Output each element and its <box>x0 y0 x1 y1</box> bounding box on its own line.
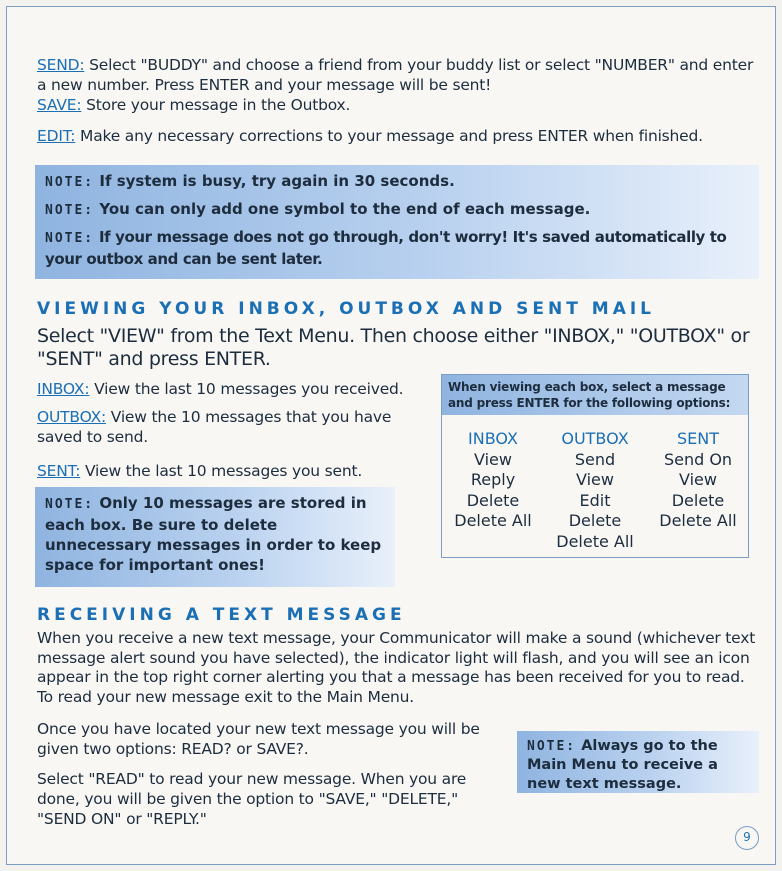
sent-description <box>37 461 437 481</box>
option-item: Delete <box>671 490 725 510</box>
receiving-para: When you receive a new text message, your Communicator will make a sound (whichever text message alert sound you have selected), the indicator light will flash, and you will see an icon appear in the top right corner alerting you that a message has been received for you to read. To read your new message exit to the Main Menu. <box>37 629 756 706</box>
inbox-text: View the last 10 messages you received. <box>89 380 404 398</box>
notes-box-top <box>35 165 759 279</box>
inbox-description <box>37 379 437 399</box>
inbox-label: INBOX: <box>37 380 90 398</box>
column-title: OUTBOX <box>561 429 629 448</box>
option-item: View <box>679 470 717 489</box>
notes-box-storage <box>35 487 395 587</box>
receiving-read-para: Select "READ" to read your new message. When you are done, you will be given the option to "SAVE," "DELETE," "SEND ON" or "REPLY." <box>37 770 467 828</box>
note-symbol <box>45 199 749 221</box>
note-text: You can only add one symbol to the end of each message. <box>94 200 591 218</box>
outbox-label: OUTBOX: <box>37 408 107 426</box>
sent-column <box>650 429 746 532</box>
option-item: View <box>576 470 614 489</box>
column-title: SENT <box>676 429 719 448</box>
receiving-options-para: Once you have located your new text message you will be given two options: READ? or SAVE?. <box>37 720 480 758</box>
options-header: When viewing each box, select a message and press ENTER for the following options: <box>442 375 748 415</box>
compose-options <box>37 55 757 146</box>
notes-box-main-menu <box>517 731 759 793</box>
save-label: SAVE: <box>37 96 82 114</box>
note-label: NOTE: <box>527 739 577 754</box>
note-label: NOTE: <box>45 203 95 218</box>
send-label: SEND: <box>37 56 85 74</box>
note-text: Always go to the Main Menu to receive a new text message. <box>527 738 718 792</box>
note-label: NOTE: <box>45 497 95 512</box>
page-number: 9 <box>735 826 759 850</box>
outbox-column <box>545 429 645 552</box>
note-text: Only 10 messages are stored in each box. Be sure to delete unnecessary messages in order to keep space for important ones! <box>45 494 382 574</box>
outbox-text: View the 10 messages that you have saved to send. <box>37 408 392 446</box>
edit-description <box>37 126 757 146</box>
option-item: View <box>474 449 512 469</box>
edit-text: Make any necessary corrections to your message and press ENTER when finished. <box>75 127 703 145</box>
note-label: NOTE: <box>45 231 95 246</box>
option-item: Delete <box>466 490 520 510</box>
option-item: Edit <box>579 490 611 510</box>
option-item: Delete <box>568 511 622 530</box>
note-text: If system is busy, try again in 30 seconds. <box>94 172 455 190</box>
options-box <box>441 374 749 558</box>
option-item: Send On <box>663 449 733 469</box>
save-text: Store your message in the Outbox. <box>81 96 351 114</box>
send-text: Select "BUDDY" and choose a friend from your buddy list or select "NUMBER" and enter a new number. Press ENTER and your message will be sent! <box>37 56 754 94</box>
option-item: Delete All <box>659 511 737 530</box>
save-description <box>37 95 757 115</box>
inbox-column <box>448 429 538 532</box>
option-item: Delete All <box>556 531 634 551</box>
manual-page <box>6 6 776 865</box>
receiving-heading: RECEIVING A TEXT MESSAGE <box>37 605 406 625</box>
column-title: INBOX <box>468 429 518 448</box>
note-text: If your message does not go through, don't worry! It's saved automatically to your outbox and can be sent later. <box>45 228 727 268</box>
sent-label: SENT: <box>37 462 81 480</box>
option-item: Reply <box>470 470 516 489</box>
sent-text: View the last 10 messages you sent. <box>80 462 363 480</box>
send-description <box>37 55 757 95</box>
viewing-lead: Select "VIEW" from the Text Menu. Then choose either "INBOX," "OUTBOX" or "SENT" and press ENTER. <box>37 325 750 370</box>
option-item: Delete All <box>454 511 532 530</box>
viewing-heading: VIEWING YOUR INBOX, OUTBOX AND SENT MAIL <box>37 299 656 319</box>
outbox-description <box>37 407 407 447</box>
edit-label: EDIT: <box>37 127 76 145</box>
note-saved <box>45 227 749 269</box>
note-busy <box>45 171 749 193</box>
box-descriptions <box>37 379 437 481</box>
option-item: Send <box>574 449 616 469</box>
note-label: NOTE: <box>45 175 95 190</box>
